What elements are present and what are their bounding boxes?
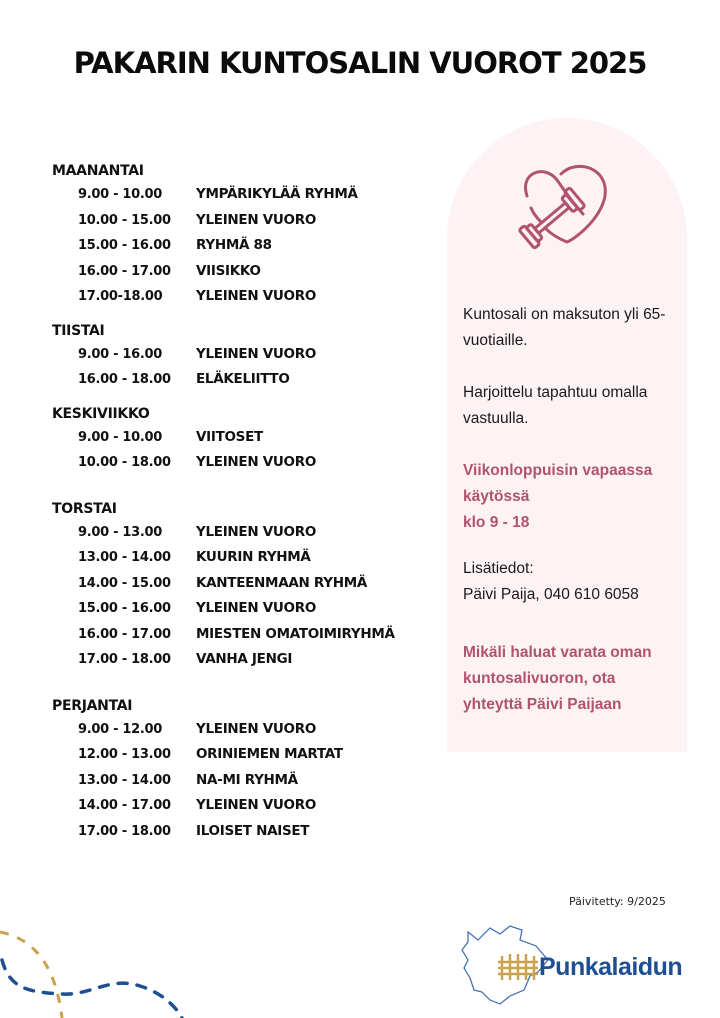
weekend-line1: Viikonloppuisin vapaassa käytössä	[463, 462, 653, 505]
slot-time: 9.00 - 16.00	[78, 346, 163, 362]
page-title: PAKARIN KUNTOSALIN VUOROT 2025	[73, 46, 647, 80]
slot-time: 15.00 - 16.00	[78, 601, 171, 616]
slot-time: 13.00 - 14.00	[78, 550, 171, 565]
slot-group: YLEINEN VUORO	[196, 720, 316, 737]
slot-time: 16.00 - 18.00	[78, 372, 171, 387]
heart-dumbbell-icon	[497, 158, 627, 258]
schedule-slot	[52, 367, 432, 393]
schedule-slot	[52, 571, 432, 597]
slot-time: 14.00 - 15.00	[78, 575, 171, 591]
slot-group: YLEINEN VUORO	[196, 523, 316, 540]
slot-group: YMPÄRIKYLÄÄ RYHMÄ	[196, 186, 358, 202]
day-name: PERJANTAI	[52, 697, 133, 714]
booking-note: Mikäli haluat varata oman kuntosalivuoron, ota yhteyttä Päivi Paijaan	[463, 644, 652, 713]
schedule-slot	[52, 259, 432, 285]
slot-group: YLEINEN VUORO	[196, 454, 316, 470]
slot-time: 17.00-18.00	[78, 289, 163, 304]
slot-group: KANTEENMAAN RYHMÄ	[196, 574, 368, 591]
day-name: KESKIVIIKKO	[52, 405, 150, 422]
schedule-slot	[52, 520, 432, 546]
slot-time: 10.00 - 15.00	[78, 212, 171, 228]
slot-group: YLEINEN VUORO	[196, 288, 316, 304]
slot-group: YLEINEN VUORO	[196, 600, 316, 616]
slot-group: YLEINEN VUORO	[196, 797, 316, 813]
slot-time: 15.00 - 16.00	[78, 238, 171, 253]
slot-time: 9.00 - 10.00	[78, 429, 163, 445]
schedule-slot	[52, 819, 432, 845]
schedule-slot	[52, 233, 432, 259]
slot-group: ELÄKELIITTO	[196, 371, 290, 387]
slot-time: 17.00 - 18.00	[78, 823, 171, 839]
weekend-hours: klo 9 - 18	[463, 514, 530, 531]
schedule-slot	[52, 768, 432, 794]
logo-text: Punkalaidun	[539, 953, 683, 981]
slot-time: 14.00 - 17.00	[78, 798, 171, 813]
day-name: TIISTAI	[52, 322, 105, 339]
schedule-slot	[52, 284, 432, 310]
schedule-slot	[52, 450, 432, 476]
schedule-slot	[52, 793, 432, 819]
slot-group: RYHMÄ 88	[196, 237, 272, 253]
updated-date: Päivitetty: 9/2025	[569, 895, 666, 908]
day-name: MAANANTAI	[52, 163, 144, 179]
slot-time: 16.00 - 17.00	[78, 626, 171, 642]
more-info-label: Lisätiedot:	[463, 560, 534, 577]
contact-person: Päivi Paija, 040 610 6058	[463, 586, 639, 603]
slot-time: 17.00 - 18.00	[78, 652, 171, 667]
schedule-slot	[52, 647, 432, 673]
slot-time: 12.00 - 13.00	[78, 747, 171, 762]
slot-group: ORINIEMEN MARTAT	[196, 746, 343, 762]
day-section	[52, 160, 432, 310]
slot-group: ILOISET NAISET	[196, 822, 310, 839]
slot-group: YLEINEN VUORO	[196, 211, 316, 228]
day-section	[52, 403, 432, 476]
dashed-lines-decoration	[0, 920, 200, 1018]
slot-group: NA-MI RYHMÄ	[196, 771, 298, 788]
slot-group: YLEINEN VUORO	[196, 345, 316, 362]
schedule-slot	[52, 596, 432, 622]
day-section	[52, 320, 432, 393]
slot-group: VIITOSET	[196, 428, 263, 445]
schedule-slot	[52, 425, 432, 451]
schedule-slot	[52, 742, 432, 768]
contact-info	[463, 556, 678, 608]
slot-group: MIESTEN OMATOIMIRYHMÄ	[196, 625, 395, 642]
schedule-slot	[52, 545, 432, 571]
slot-group: VIISIKKO	[196, 262, 261, 279]
slot-time: 9.00 - 12.00	[78, 721, 163, 737]
schedule-slot	[52, 182, 432, 208]
slot-group: KUURIN RYHMÄ	[196, 549, 311, 565]
slot-time: 16.00 - 17.00	[78, 263, 171, 279]
schedule	[52, 160, 432, 854]
schedule-slot	[52, 717, 432, 743]
schedule-slot	[52, 342, 432, 368]
responsibility-note: Harjoittelu tapahtuu omalla vastuulla.	[463, 384, 648, 427]
weekend-note	[463, 458, 678, 536]
slot-time: 9.00 - 10.00	[78, 187, 163, 202]
day-name: TORSTAI	[52, 500, 117, 517]
slot-time: 9.00 - 13.00	[78, 524, 163, 540]
slot-time: 10.00 - 18.00	[78, 455, 171, 470]
info-panel	[447, 118, 687, 752]
schedule-slot	[52, 208, 432, 234]
slot-group: VANHA JENGI	[196, 651, 293, 667]
senior-free-note: Kuntosali on maksuton yli 65-vuotiaille.	[463, 306, 666, 349]
day-section	[52, 695, 432, 845]
day-section	[52, 498, 432, 673]
punkalaidun-logo	[460, 920, 700, 1010]
slot-time: 13.00 - 14.00	[78, 772, 171, 788]
schedule-slot	[52, 622, 432, 648]
